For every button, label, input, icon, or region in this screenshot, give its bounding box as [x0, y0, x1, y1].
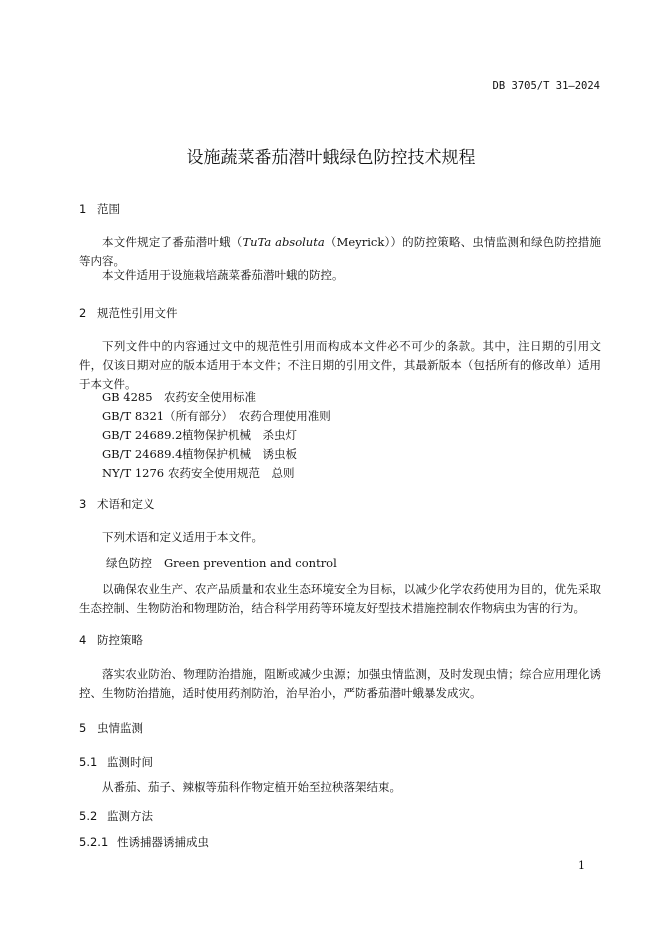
term-english: Green prevention and control	[164, 556, 337, 570]
section-title: 虫情监测	[97, 721, 143, 735]
reference-item	[102, 427, 297, 443]
latin-name: TuTa absoluta	[242, 235, 325, 249]
reference-name: 农药安全使用标准	[164, 390, 256, 404]
section-title: 监测方法	[107, 809, 153, 823]
document-code: DB 3705/T 31—2024	[492, 80, 600, 92]
section-4-heading	[79, 632, 143, 648]
subsection-5-1-paragraph: 从番茄、茄子、辣椒等茄科作物定植开始至拉秧落架结束。	[102, 780, 401, 794]
section-title: 术语和定义	[97, 497, 155, 511]
reference-name: 植物保护机械 诱虫板	[182, 447, 297, 461]
section-number: 2	[79, 306, 87, 320]
page-title: 设施蔬菜番茄潜叶蛾绿色防控技术规程	[186, 148, 476, 168]
section-number: 1	[79, 202, 87, 216]
section-number: 3	[79, 497, 87, 511]
reference-name: 农药安全使用规范 总则	[168, 466, 295, 480]
text: 本文件规定了番茄潜叶蛾（	[102, 235, 243, 249]
subsection-5-1-heading	[79, 754, 153, 770]
text: （Meyrick））的防控策略、虫情监测和绿色防控措施等内容。	[79, 235, 601, 268]
section-title: 性诱捕器诱捕成虫	[117, 835, 209, 849]
reference-code: GB/T 24689.4	[102, 447, 183, 461]
term-chinese: 绿色防控	[106, 556, 152, 570]
section-2-paragraph-1: 下列文件中的内容通过文中的规范性引用而构成本文件必不可少的条款。其中，注日期的引用文件，仅该日期对应的版本适用于本文件；不注日期的引用文件，其最新版本（包括所有的修改单）适用于本文件。	[79, 339, 601, 391]
term-definition: 以确保农业生产、农产品质量和农业生态环境安全为目标，以减少化学农药使用为目的，优先采取生态控制、生物防治和物理防治，结合科学用药等环境友好型技术措施控制农作物病虫为害的行为。	[79, 582, 601, 615]
section-number: 5.2	[79, 809, 98, 823]
section-title: 防控策略	[97, 633, 143, 647]
term-entry	[106, 555, 337, 571]
section-1-heading	[79, 201, 120, 217]
section-number: 4	[79, 633, 87, 647]
reference-item	[102, 465, 295, 481]
section-number: 5.2.1	[79, 835, 109, 849]
section-2-heading	[79, 305, 178, 321]
reference-item	[102, 446, 297, 462]
section-3-paragraph-1: 下列术语和定义适用于本文件。	[102, 530, 263, 544]
reference-code: NY/T 1276	[102, 466, 165, 480]
section-number: 5	[79, 721, 87, 735]
reference-code: GB/T 8321	[102, 409, 165, 423]
section-title: 范围	[97, 202, 120, 216]
subsection-5-2-1-heading	[79, 834, 209, 850]
section-5-heading	[79, 720, 143, 736]
reference-name: （所有部分） 农药合理使用准则	[164, 409, 331, 423]
reference-item	[102, 389, 256, 405]
reference-code: GB 4285	[102, 390, 153, 404]
section-number: 5.1	[79, 755, 98, 769]
reference-code: GB/T 24689.2	[102, 428, 183, 442]
page-number: 1	[578, 859, 585, 872]
subsection-5-2-heading	[79, 808, 153, 824]
reference-name: 植物保护机械 杀虫灯	[182, 428, 297, 442]
section-4-paragraph-1: 落实农业防治、物理防治措施，阻断或减少虫源；加强虫情监测，及时发现虫情；综合应用理化诱控、生物防治措施，适时使用药剂防治，治早治小，严防番茄潜叶蛾暴发成灾。	[79, 667, 601, 700]
section-title: 监测时间	[107, 755, 153, 769]
section-title: 规范性引用文件	[97, 306, 178, 320]
reference-item	[102, 408, 331, 424]
section-3-heading	[79, 496, 155, 512]
section-1-paragraph-2: 本文件适用于设施栽培蔬菜番茄潜叶蛾的防控。	[102, 268, 344, 282]
